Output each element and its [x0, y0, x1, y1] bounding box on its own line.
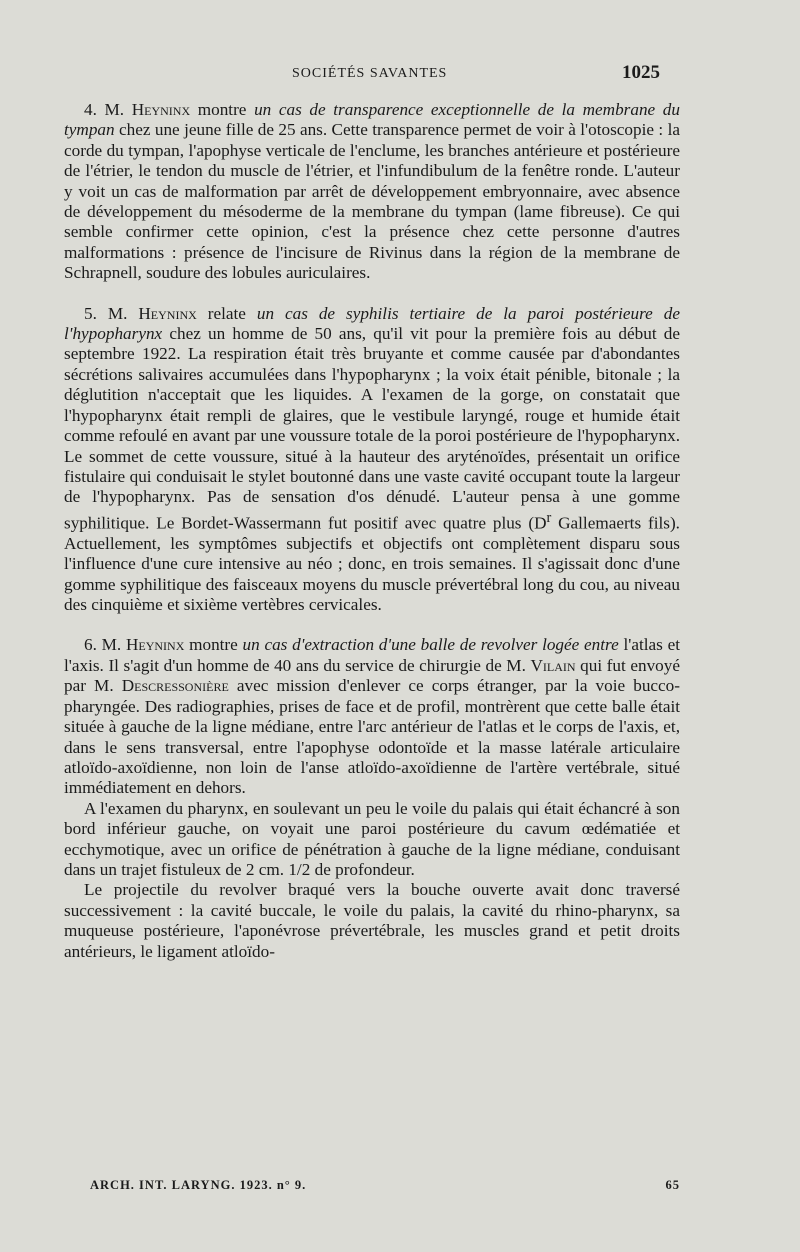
case-title: un cas de syphilis tertiaire de la paroi postérieure de [256, 303, 680, 323]
case-title-tail: entre [584, 635, 619, 655]
page-body [64, 100, 680, 962]
paragraph-projectile: Le projectile du revolver braqué vers la bouche ouverte avait donc traversé successivement : la cavité buccale, le voile du palais, la cavité du rhino-pharynx, sa muqueuse postérieure, l'aponévrose prévertébrale, les muscles grand et petit droits antérieurs, le ligament atloïdo- [64, 880, 680, 961]
paragraph-item-4 [64, 100, 680, 284]
paragraph-text: chez une jeune fille de 25 ans. Cette transparence permet de voir à l'otoscopie : la corde du tympan, l'apophyse verticale de l'enclume, les branches antérieure et postérieure de l'étrier, le tendon du muscle de l'étrier, et l'infundibulum de la fenêtre ronde. L'auteur y voit un cas de malformation par arrêt de développement embryonnaire, avec absence de développement du mésoderme de la membrane du tympan (lame fibreuse). Ce qui semble confirmer cette opinion, c'est la présence chez cette personne d'autres malformations : présence de l'incisure de Rivinus dans la région de la membrane de Schrapnell, soudure des lobules auriculaires. [64, 120, 680, 283]
journal-reference: ARCH. INT. LARYNG. 1923. n° 9. [90, 1178, 307, 1192]
sheet-number: 65 [665, 1178, 680, 1192]
item-lead: 6. M. [84, 635, 126, 655]
page-header [0, 62, 800, 92]
author-name: Heyninx [131, 100, 191, 119]
author-name: Heyninx [138, 303, 197, 323]
paragraph-text: l'atlas et l'axis. Il s'agit d'un homme de 40 ans du service de chirurgie de M. [64, 635, 680, 675]
case-title-term: l'hypopharynx [64, 324, 163, 344]
paragraph-text-cont: qui fut envoyé par M. [64, 655, 680, 696]
paragraph-text: chez un homme de 50 ans, qu'il vit pour la première fois au début de septembre 1922. La respiration était très bruyante et comme causée par d'abondantes sécrétions salivaires accumulées dans l'hypopharynx ; la voix était pénible, bitonale ; la déglutition n'acceptait que les liquides. A l'examen de la gorge, on constatait que l'hypopharynx était rempli de glaires, que le vestibule laryngé, rouge et humide était comme refoulé en avant par une voussure totale de la poroi postérieure de l'hypopharynx. Le sommet de cette voussure, situé à la hauteur des aryténoïdes, présentait un orifice fistulaire qui conduisait le stylet boutonné dans une vaste cavité occupant toute la largeur de l'hypopharynx. Pas de sensation d'os dénudé. L'auteur pensa à une gomme syphilitique. Le Bordet-Wassermann fut positif avec quatre plus (D [64, 324, 680, 533]
paragraph-item-5 [64, 304, 680, 616]
doctor-abbrev-sup: r [546, 509, 552, 526]
person-name-descressoniere: Descressonière [121, 676, 229, 696]
paragraph-text-cont: avec mission d'enlever ce corps étranger, par la voie bucco-pharyngée. Des radiographies, prises de face et de profil, montrèrent que cette balle était située à gauche de la ligne médiane, entre l'arc antérieur de l'atlas et le corps de l'axis, et, dans le sens transversal, entre l'apophyse odontoïde et la masse latérale articulaire atloïdo-axoïdienne, non loin de l'anse atloïdo-axoïdienne de l'artère vertébrale, situé immédiatement en dehors. [64, 676, 680, 798]
person-name-vilain: Vilain [530, 655, 576, 675]
paragraph-item-6 [64, 635, 680, 798]
item-verb: montre [184, 635, 243, 655]
case-title: un cas d'extraction d'une balle de revolver logée [242, 635, 585, 655]
item-lead: 4. M. [84, 100, 132, 119]
running-title: SOCIÉTÉS SAVANTES [292, 66, 448, 81]
case-title: un cas de transparence exceptionnelle de la membrane du tympan [64, 100, 680, 140]
item-verb: relate [196, 303, 257, 323]
paragraph-text-cont: Gallemaerts fils). Actuellement, les symptômes subjectifs et objectifs ont complètement disparu sous l'influence d'une cure intensive au néo ; donc, en trois semaines. Il s'agissait donc d'une gomme syphilitique des faisceaux moyens du muscle prévertébral long du cou, au niveau des cinquième et sixième vertèbres cervicales. [64, 513, 680, 615]
paragraph-pharynx-exam: A l'examen du pharynx, en soulevant un peu le voile du palais qui était échancré à son bord inférieur gauche, on voyait une paroi postérieure du cavum œdématiée et ecchymotique, avec un orifice de pénétration à gauche de la ligne médiane, conduisant dans un trajet fistuleux de 2 cm. 1/2 de profondeur. [64, 798, 680, 879]
page-number: 1025 [622, 62, 660, 83]
page-footer [90, 1178, 680, 1198]
item-verb: montre [190, 100, 255, 119]
author-name: Heyninx [125, 635, 185, 655]
item-lead: 5. M. [84, 303, 139, 323]
